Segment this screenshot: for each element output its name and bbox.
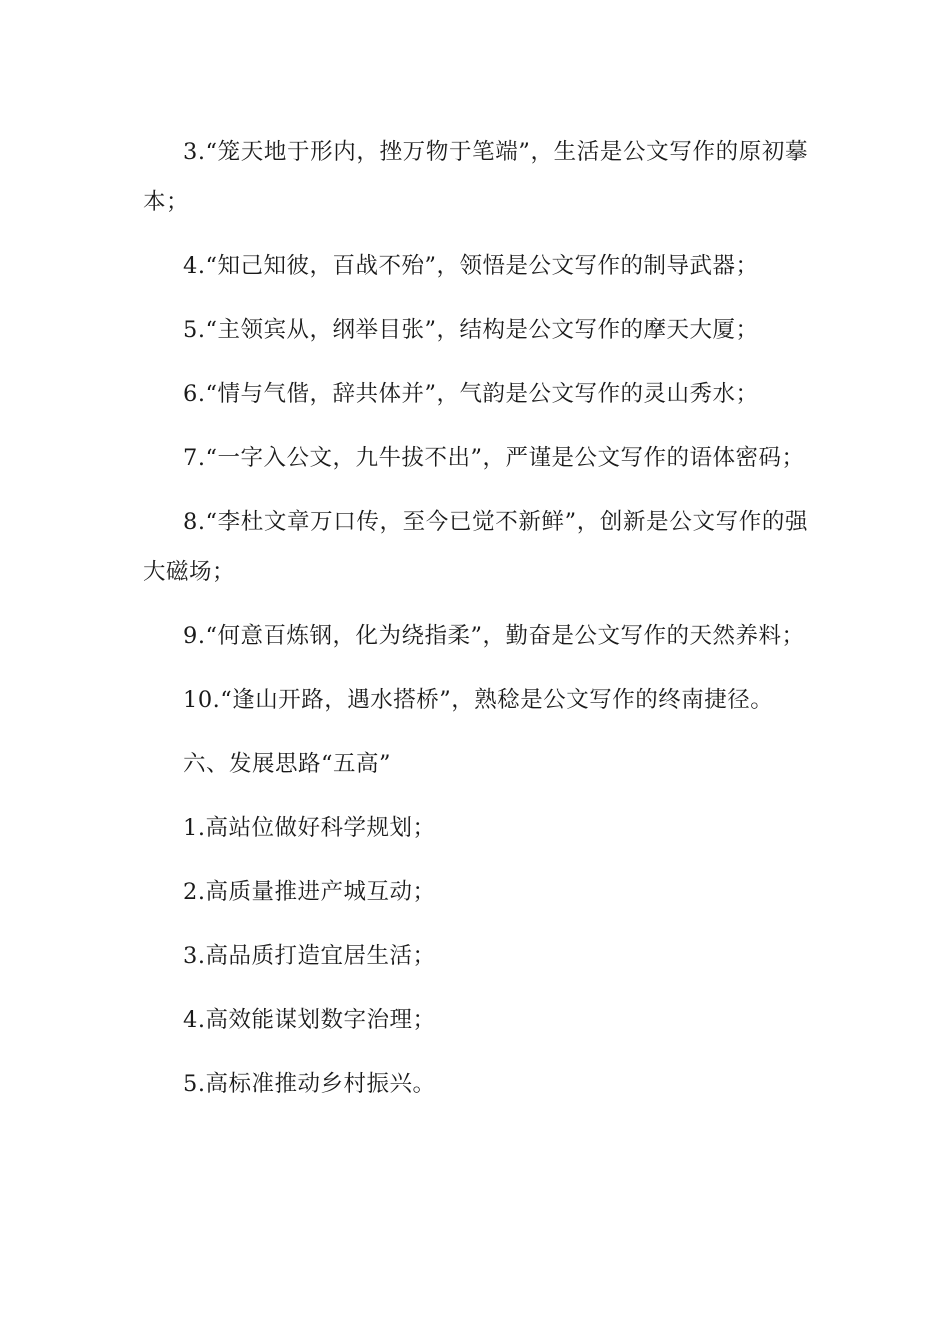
paragraph-item-5-structure: 5.“主领宾从，纲举目张”，结构是公文写作的摩天大厦； bbox=[183, 317, 759, 343]
paragraph-item-8-innovation: 8.“李杜文章万口传，至今已觉不新鲜”，创新是公文写作的强大磁场； bbox=[143, 509, 808, 585]
paragraph-item-3-life: 3.“笼天地于形内，挫万物于笔端”，生活是公文写作的原初摹本； bbox=[143, 139, 808, 215]
list-item-planning: 1.高站位做好科学规划； bbox=[183, 815, 436, 841]
list-item-rural-revitalization: 5.高标准推动乡村振兴。 bbox=[183, 1071, 436, 1097]
paragraph-item-7-rigor: 7.“一字入公文，九牛拔不出”，严谨是公文写作的语体密码； bbox=[183, 445, 805, 471]
paragraph-item-4-comprehension: 4.“知己知彼，百战不殆”，领悟是公文写作的制导武器； bbox=[183, 253, 759, 279]
section-heading-development: 六、发展思路“五高” bbox=[183, 751, 392, 777]
paragraph-item-10-proficiency: 10.“逢山开路，遇水搭桥”，熟稔是公文写作的终南捷径。 bbox=[183, 687, 774, 713]
list-item-digital-governance: 4.高效能谋划数字治理； bbox=[183, 1007, 436, 1033]
paragraph-item-9-diligence: 9.“何意百炼钢，化为绕指柔”，勤奋是公文写作的天然养料； bbox=[183, 623, 805, 649]
list-item-livable: 3.高品质打造宜居生活； bbox=[183, 943, 436, 969]
paragraph-item-6-charm: 6.“情与气偕，辞共体并”，气韵是公文写作的灵山秀水； bbox=[183, 381, 759, 407]
document-body bbox=[143, 127, 808, 1123]
list-item-industry-city: 2.高质量推进产城互动； bbox=[183, 879, 436, 905]
